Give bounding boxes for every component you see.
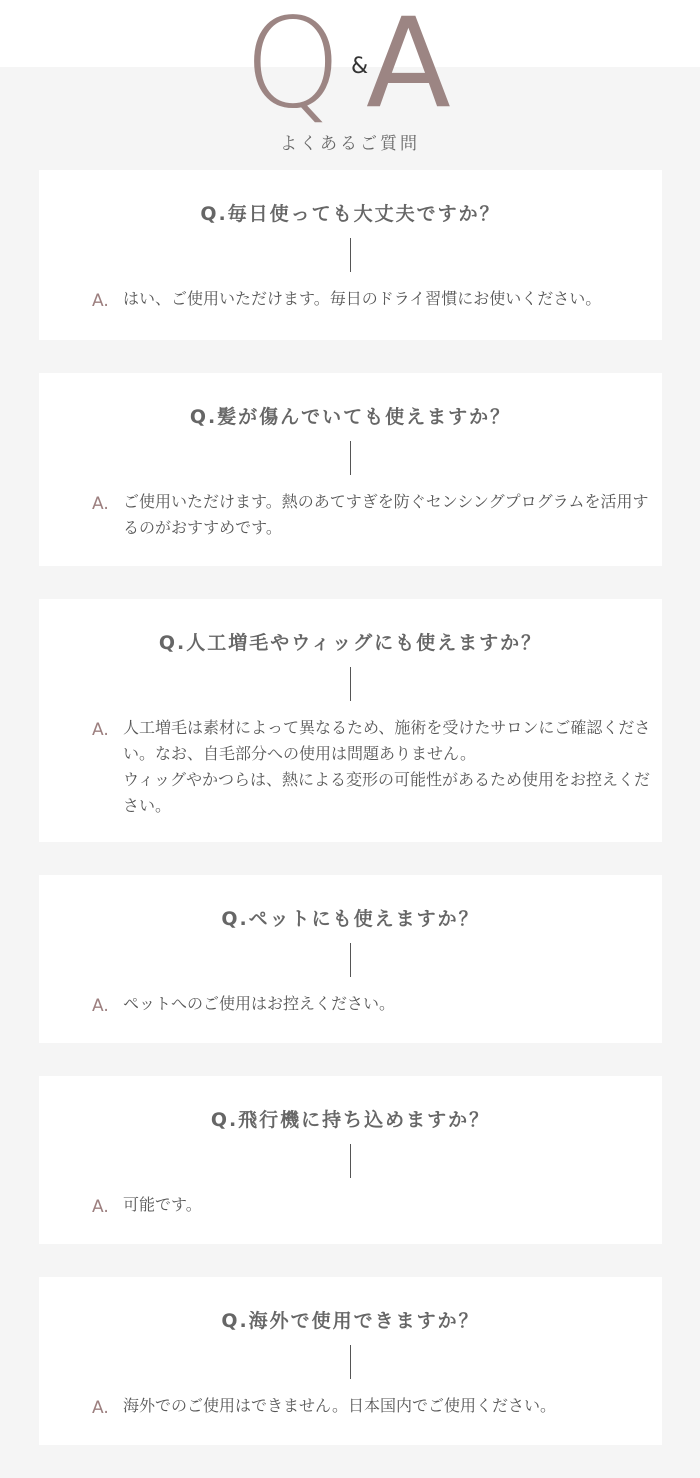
faq-item (39, 170, 662, 340)
qa-divider (350, 943, 351, 977)
qa-divider (350, 441, 351, 475)
faq-question: Q.海外で使用できますか？ (221, 1310, 480, 1332)
faq-item (39, 373, 662, 566)
faq-answer: 人工増毛は素材によって異なるため、施術を受けたサロンにご確認ください。なお、自毛部分への使用は問題ありません。 ウィッグやかつらは、熱による変形の可能性があるため使用をお控えください。 (123, 718, 651, 815)
answer-mark: A. (92, 1398, 109, 1418)
qa-divider (350, 238, 351, 272)
faq-answer: 可能です。 (123, 1195, 202, 1214)
qa-divider (350, 667, 351, 701)
faq-item (39, 1277, 662, 1445)
answer-mark: A. (92, 1197, 109, 1217)
faq-item (39, 1076, 662, 1244)
faq-question: Q.髪が傷んでいても使えますか？ (189, 406, 512, 428)
answer-mark: A. (92, 291, 109, 311)
faq-item (39, 875, 662, 1043)
answer-mark: A. (92, 996, 109, 1016)
answer-mark: A. (92, 494, 109, 514)
faq-item (39, 599, 662, 842)
logo-a-letter: A (366, 0, 451, 136)
logo-ampersand: & (351, 54, 369, 79)
faq-question: Q.ペットにも使えますか？ (221, 908, 480, 930)
faq-answer: ご使用いただけます。熱のあてすぎを防ぐセンシングプログラムを活用するのがおすすめです。 (123, 492, 649, 537)
page-subtitle: よくあるご質問 (280, 134, 420, 154)
faq-answer: 海外でのご使用はできません。日本国内でご使用ください。 (123, 1396, 556, 1415)
faq-question: Q.人工増毛やウィッグにも使えますか？ (158, 632, 543, 654)
qa-divider (350, 1144, 351, 1178)
qa-divider (350, 1345, 351, 1379)
faq-answer: はい、ご使用いただけます。毎日のドライ習慣にお使いください。 (123, 289, 602, 308)
faq-question: Q.毎日使っても大丈夫ですか？ (200, 203, 501, 225)
answer-mark: A. (92, 720, 109, 740)
faq-answer: ペットへのご使用はお控えください。 (123, 994, 396, 1013)
logo-q-letter: Q (244, 0, 342, 136)
faq-question: Q.飛行機に持ち込めますか？ (210, 1109, 491, 1131)
